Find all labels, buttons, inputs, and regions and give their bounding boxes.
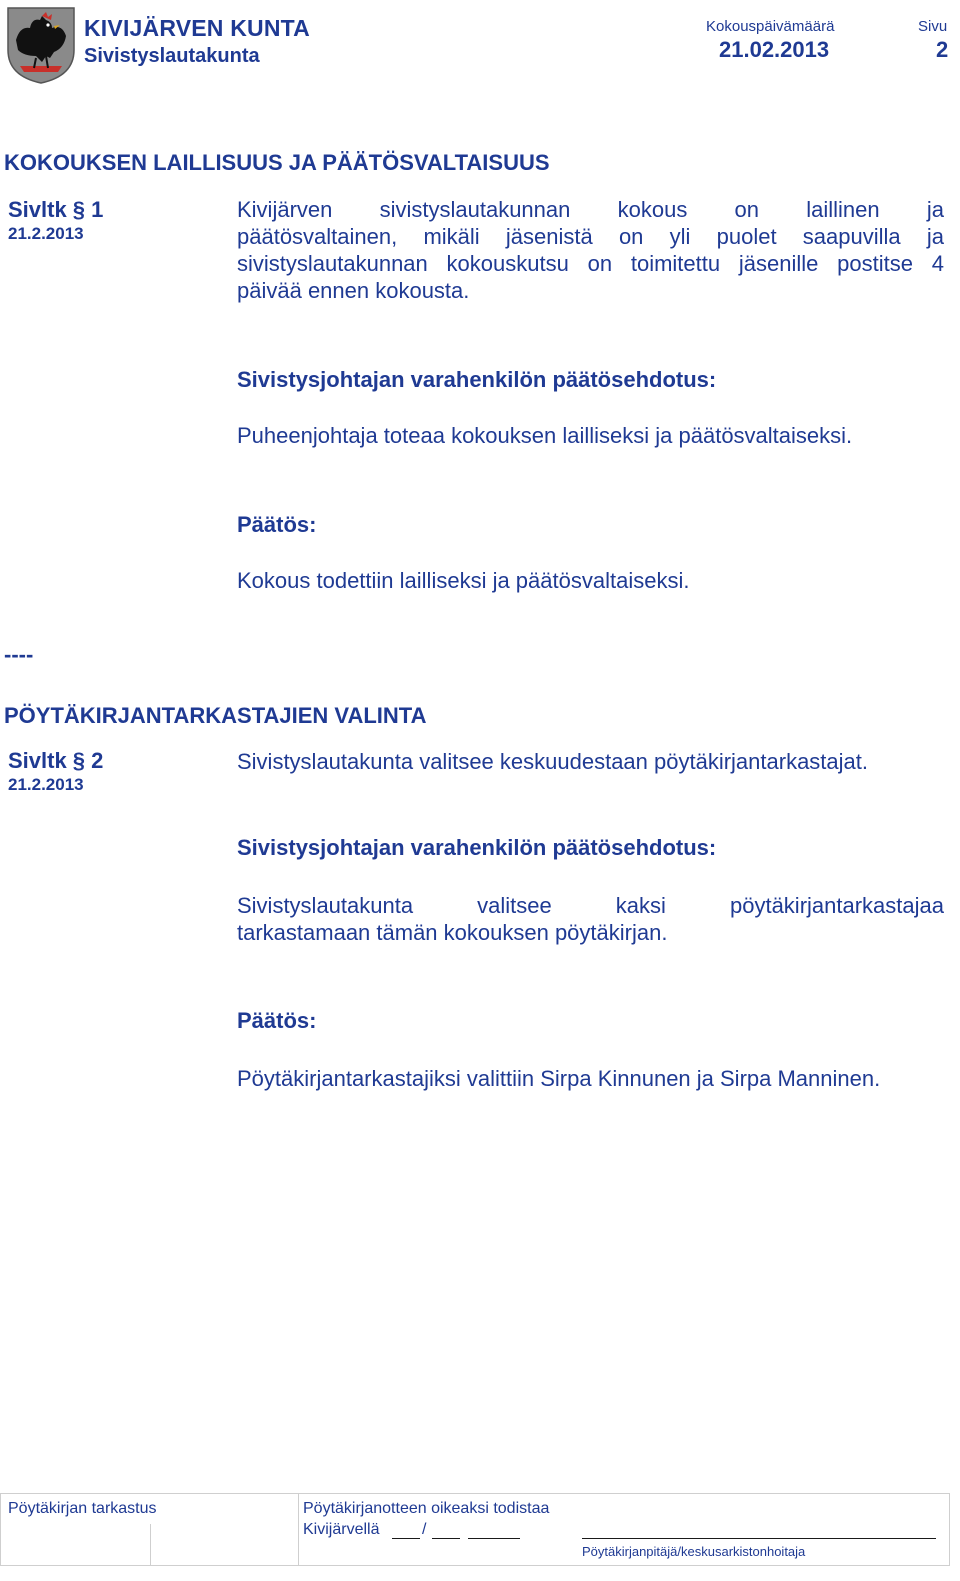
signer-role: Pöytäkirjanpitäjä/keskusarkistonhoitaja <box>582 1544 806 1559</box>
decision-heading: Päätös: <box>237 512 317 537</box>
page-number: 2 <box>936 37 949 62</box>
page-label: Sivu <box>918 18 948 35</box>
municipal-crest <box>6 6 76 84</box>
paragraph-number: Sivltk § 1 <box>8 197 104 222</box>
certify-label: Pöytäkirjanotteen oikeaksi todistaa <box>303 1500 550 1517</box>
intro-line: sivistyslautakunnan kokouskutsu on toimitettu jäsenille postitse 4 <box>237 251 944 276</box>
meeting-date: 21.02.2013 <box>719 37 830 62</box>
intro-line: päivää ennen kokousta. <box>237 278 470 303</box>
organization-name: KIVIJÄRVEN KUNTA <box>84 15 310 41</box>
footer-divider <box>298 1494 299 1565</box>
paragraph-number: Sivltk § 2 <box>8 748 104 773</box>
proposal-heading: Sivistysjohtajan varahenkilön päätösehdotus: <box>237 367 717 392</box>
proposal-heading: Sivistysjohtajan varahenkilön päätösehdotus: <box>237 835 717 860</box>
rooster-crest-icon <box>6 6 76 84</box>
proposal-text: Puheenjohtaja toteaa kokouksen lailliseksi ja päätösvaltaiseksi. <box>237 423 853 448</box>
board-name: Sivistyslautakunta <box>84 45 260 67</box>
intro-line: päätösvaltainen, mikäli jäsenistä on yli puolet saapuvilla ja <box>237 224 944 249</box>
paragraph-date: 21.2.2013 <box>8 224 84 243</box>
year-blank-line <box>468 1538 520 1539</box>
intro-line: Kivijärven sivistyslautakunnan kokous on laillinen ja <box>237 197 944 222</box>
section-separator: ---- <box>4 642 34 667</box>
paragraph-date: 21.2.2013 <box>8 775 84 794</box>
place-label: Kivijärvellä <box>303 1521 380 1538</box>
decision-text: Kokous todettiin lailliseksi ja päätösvaltaiseksi. <box>237 568 690 593</box>
section-title: KOKOUKSEN LAILLISUUS JA PÄÄTÖSVALTAISUUS <box>4 150 550 175</box>
decision-heading: Päätös: <box>237 1008 317 1033</box>
month-blank-line <box>432 1538 460 1539</box>
footer-signature-divider <box>150 1524 151 1565</box>
day-blank-line <box>392 1538 420 1539</box>
meeting-date-label: Kokouspäivämäärä <box>706 18 835 35</box>
proposal-text: tarkastamaan tämän kokouksen pöytäkirjan. <box>237 920 668 945</box>
date-slash: / <box>422 1521 427 1538</box>
review-label: Pöytäkirjan tarkastus <box>8 1500 157 1517</box>
intro-line: Sivistyslautakunta valitsee keskuudestaan pöytäkirjantarkastajat. <box>237 749 869 774</box>
decision-text: Pöytäkirjantarkastajiksi valittiin Sirpa Kinnunen ja Sirpa Manninen. <box>237 1066 881 1091</box>
proposal-text: Sivistyslautakunta valitsee kaksi pöytäkirjantarkastajaa <box>237 893 944 918</box>
section-title: PÖYTÄKIRJANTARKASTAJIEN VALINTA <box>4 703 427 728</box>
signature-line <box>582 1538 936 1539</box>
